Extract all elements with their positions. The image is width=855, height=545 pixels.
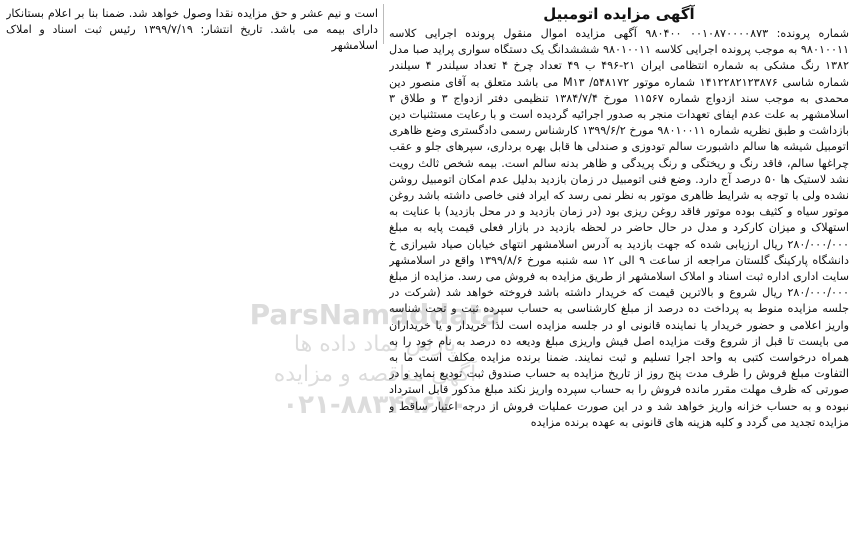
watermark-tagline: آگهی مناقصه و مزایده — [273, 362, 477, 387]
watermark-phone: ۰۲۱-۸۸۳۴۹۶۷۰ — [282, 390, 468, 420]
watermark-subtitle: پارس نماد داده ها — [293, 332, 457, 357]
notice-title: آگهی مزایده اتومبیل — [543, 5, 695, 23]
notice-continuation-text: است و نیم عشر و حق مزایده نقدا وصول خواهد شد. ضمنا بنا بر اعلام بستانکار دارای بیمه می باشد. تاریخ انتشار: ۱۳۹۹/۷/۱۹ رئیس ثبت اسناد و املاک اسلامشهر — [6, 7, 378, 53]
notice-main-column — [389, 4, 849, 541]
notice-continuation-column — [6, 6, 378, 55]
notice-body: شماره پرونده: ۰۰۱۰۸۷۰۰۰۰۸۷۳ ۹۸۰۴۰۰ آگهی مزایده اموال منقول پرونده اجرایی کلاسه ۹۸۰۱۰۰۱۱ به موجب پرونده اجرایی کلاسه ۹۸۰۱۰۰۱۱ شششدانگ یک دستگاه سواری پراید صبا مدل ۱۳۸۲ رنگ مشکی به شماره انتظامی ایران ۲۱-۴۹۶ ب ۴۹ تعداد چرخ ۴ تعداد سیلندر ۴ سیلندر شماره شاسی ۱۴۱۲۲۸۲۱۲۳۸۷۶ شماره موتور ۵۴۸۱۷۲/ M۱۳ می باشد متعلق به آقای منصور دین محمدی به موجب سند ازدواج شماره ۱۱۵۶۷ مورخ ۱۳۸۴/۷/۴ تنظیمی دفتر ازدواج ۳ و طلاق ۳ اسلامشهر به علت عدم ایفای تعهدات منجر به صدور اجرائیه گردیده است و با رعایت مستثنیات دین بازداشت و طبق نظریه شماره ۹۸۰۱۰۰۱۱ مورخ ۱۳۹۹/۶/۲ کارشناس رسمی دادگستری وضع ظاهری اتومبیل شیشه ها سالم داشبورت سالم تودوزی و صندلی ها قابل بهره برداری، سپرهای جلو و عقب چراغها سالم، فاقد رنگ و ریختگی و رنگ پریدگی و ظاهر بدنه سالم است. بیمه شخص ثالث رویت نشد لاستیک ها ۵۰ درصد آج دارد. وضع فنی اتومبیل در زمان بازدید بدلیل عدم امکان اتومبیل روشن نشده ولی با توجه به شرایط ظاهری موتور به نظر نمی رسد که ایراد فنی خاصی داشته باشد روغن موتور سیاه و کثیف بوده موتور فاقد روغن ریزی بود (در زمان بازدید و در محل بازدید) با عنایت به استهلاک و میزان کارکرد و مدل در حال حاضر در لحظه بازدید در بازار فعلی قیمت پایه به مبلغ ۲۸۰/۰۰۰/۰۰۰ ریال ارزیابی شده که جهت بازدید به آدرس اسلامشهر انتهای خیابان صیاد شیرازی خ دانشگاه پارکینگ گلستان مراجعه از ساعت ۹ الی ۱۲ سه شنبه مورخ ۱۳۹۹/۸/۶ واقع در اسلامشهر سایت اداری اداره ثبت اسناد و املاک اسلامشهر از طریق مزایده به فروش می رسد. مزایده از مبلغ ۲۸۰/۰۰۰/۰۰۰ ریال شروع و بالاترین قیمت که خریدار داشته باشد فروخته خواهد شد (شرکت در جلسه مزایده منوط به پرداخت ده درصد از مبلغ کارشناسی به حساب سپرده ثبت و تحت شناسه واریز اعلامی و حضور خریدار یا نماینده قانونی او در جلسه مزایده است لذا خریدار و یا خریداران می بایست تا قبل از شروع وقت مزایده اصل فیش واریزی مبلغ ودیعه ده درصد به نام خود را به همراه درخواست کتبی به واحد اجرا تسلیم و ثبت نمایند. ضمنا برنده مزایده مکلف است ما به التفاوت مبلغ فروش را ظرف مدت پنج روز از تاریخ مزایده به حساب صندوق ثبت تودیع نماید و در صورتی که ظرف مهلت مقرر مانده فروش را به حساب سپرده واریز نکند مبلغ مذکور قابل استرداد نبوده و به حساب خزانه واریز خواهد شد و در این صورت عملیات فروش از درجه اعتبار ساقط و مزایده تجدید می گردد و کلیه هزینه های قانونی به عهده برنده مزایده — [389, 27, 849, 429]
column-divider — [383, 4, 384, 44]
watermark-brand: ParsNamaddata — [249, 298, 501, 331]
